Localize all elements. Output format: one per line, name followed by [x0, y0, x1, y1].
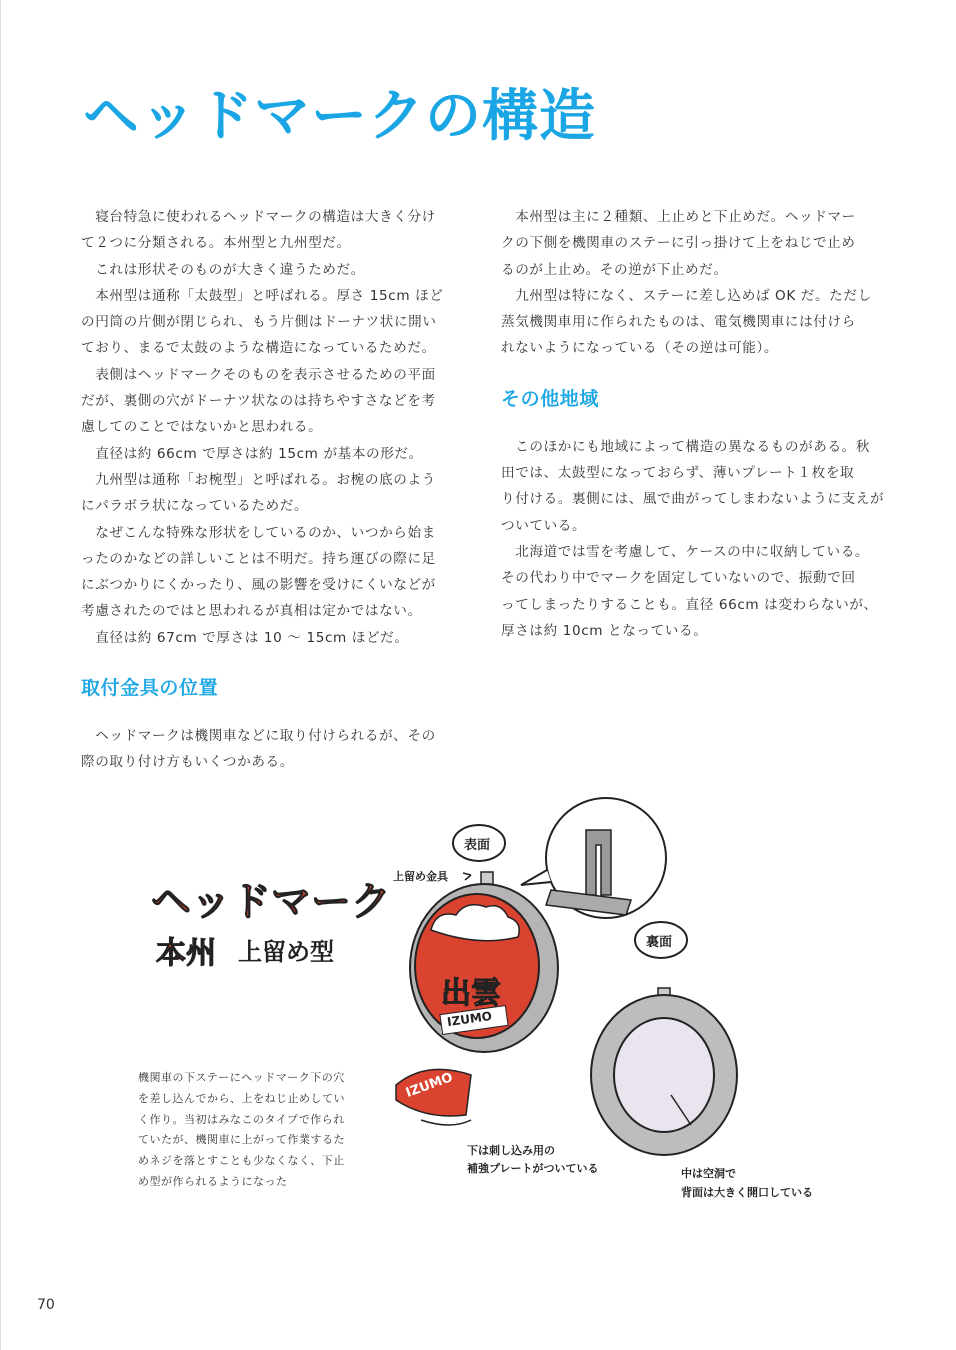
- text-line: 表側はヘッドマークそのものを表示させるための平面: [81, 366, 436, 383]
- text-line: の円筒の片側が閉じられ、もう片側はドーナツ状に開い: [81, 314, 437, 331]
- plate-roman: IZUMO: [403, 1070, 455, 1101]
- note-hollow: [681, 1164, 813, 1202]
- caption-line: ていたが、機関車に上がって作業するた: [138, 1133, 345, 1147]
- text-line: 本州型は通称「太鼓型」と呼ばれる。厚さ 15cm ほど: [81, 287, 444, 304]
- text-line: るのが上止め。その逆が下止めだ。: [501, 261, 728, 278]
- text-line: 考慮されたのではと思われるが真相は定かではない。: [81, 603, 422, 620]
- mark-kanji: 出雲: [441, 976, 501, 1011]
- label-bracket: 上留め金具: [393, 870, 448, 883]
- text-line: 直径は約 66cm で厚さは約 15cm が基本の形だ。: [81, 445, 423, 462]
- text-line: れないようになっている（その逆は可能）。: [501, 340, 779, 357]
- caption-line: く作り。当初はみなこのタイプで作られ: [138, 1112, 345, 1126]
- text-line: クの下側を機関車のステーに引っ掛けて上をねじで止め: [501, 235, 856, 252]
- text-line: 田では、太鼓型になっておらず、薄いプレート１枚を取: [501, 465, 855, 482]
- section-heading-other-regions: その他地域: [501, 387, 600, 410]
- illustration-heading-honshu: 本州: [156, 936, 216, 971]
- text-line: ており、まるで太鼓のような構造になっているためだ。: [81, 340, 436, 357]
- illustration-heading: ヘッドマーク: [151, 879, 391, 925]
- page-number: 70: [37, 1297, 55, 1313]
- note-plate-line: 下は刺し込み用の: [467, 1144, 555, 1157]
- caption-line: 機関車の下ステーにヘッドマーク下の穴: [138, 1071, 345, 1084]
- text-line: ヘッドマークは機関車などに取り付けられるが、その: [81, 728, 436, 745]
- caption-line: を差し込んでから、上をねじ止めしてい: [138, 1091, 345, 1105]
- text-line: にパラボラ状になっているためだ。: [81, 498, 309, 515]
- section-heading-mounting: 取付金具の位置: [81, 677, 219, 700]
- text-line: 厚さは約 10cm となっている。: [501, 622, 708, 639]
- note-hollow-line: 背面は大きく開口している: [681, 1186, 813, 1199]
- text-line: り付ける。裏側には、風で曲がってしまわないように支えが: [501, 491, 885, 508]
- text-line: 九州型は特になく、ステーに差し込めば OK だ。ただし: [501, 287, 872, 304]
- note-plate-line: 補強プレートがついている: [467, 1162, 599, 1175]
- text-line: 慮してのことではないかと思われる。: [81, 419, 323, 436]
- text-line: ついている。: [501, 517, 587, 534]
- label-front: 表面: [464, 838, 491, 853]
- text-line: このほかにも地域によって構造の異なるものがある。秋: [501, 438, 871, 455]
- mark-roman: IZUMO: [446, 1008, 493, 1030]
- text-line: 北海道では雪を考慮して、ケースの中に収納している。: [501, 543, 870, 560]
- text-line: にぶつかりにくかったり、風の影響を受けにくいなどが: [81, 577, 436, 594]
- text-line: その代わり中でマークを固定していないので、振動で回: [501, 570, 856, 587]
- text-line: なぜこんな特殊な形状をしているのか、いつから始ま: [81, 524, 436, 541]
- text-line: ってしまったりすることも。直径 66cm は変わらないが、: [501, 596, 878, 613]
- illustration-caption: [138, 1068, 345, 1193]
- illustration-heading-type: 上留め型: [238, 938, 334, 966]
- label-back: 裏面: [646, 935, 673, 950]
- text-line: これは形状そのものが大きく違うためだ。: [81, 261, 365, 278]
- text-line: 際の取り付け方もいくつかある。: [81, 754, 294, 771]
- text-line: 九州型は通称「お椀型」と呼ばれる。お椀の底のよう: [81, 471, 436, 488]
- text-line: 直径は約 67cm で厚さは 10 ～ 15cm ほどだ。: [81, 629, 409, 646]
- note-hollow-line: 中は空洞で: [681, 1167, 736, 1180]
- caption-line: めネジを落とすことも少なくなく、下止: [138, 1154, 345, 1168]
- text-line: ったのかなどの詳しいことは不明だ。持ち運びの際に足: [81, 550, 436, 567]
- text-line: て２つに分類される。本州型と九州型だ。: [81, 235, 351, 252]
- note-plate: [467, 1142, 599, 1178]
- page-title: ヘッドマークの構造: [83, 84, 596, 149]
- text-line: 蒸気機関車用に作られたものは、電気機関車には付けら: [501, 314, 856, 331]
- caption-line: め型が作られるようになった: [138, 1174, 288, 1188]
- text-line: だが、裏側の穴がドーナツ状なのは持ちやすさなどを考: [81, 393, 436, 410]
- text-line: 本州型は主に２種類、上止めと下止めだ。ヘッドマー: [501, 209, 856, 225]
- text-line: 寝台特急に使われるヘッドマークの構造は大きく分け: [81, 209, 436, 225]
